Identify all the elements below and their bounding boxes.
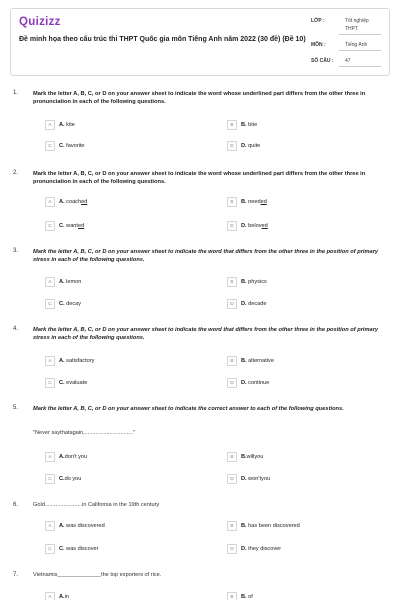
option-letter: C	[45, 544, 55, 554]
option-c[interactable]: C C. favorite	[45, 140, 85, 152]
question-5	[10, 405, 390, 490]
option-a[interactable]: A A.in	[45, 591, 69, 600]
option-letter: C	[45, 474, 55, 484]
option-letter: A	[45, 452, 55, 462]
quizizz-logo[interactable]: Quizizz	[19, 16, 61, 28]
class-label: LỚP :	[311, 18, 325, 24]
option-letter: D	[227, 141, 237, 151]
option-letter: C	[45, 378, 55, 388]
option-letter: C	[45, 299, 55, 309]
question-7	[10, 572, 390, 600]
option-letter: C	[45, 221, 55, 231]
option-d[interactable]: D D. decade	[227, 298, 267, 310]
option-letter: B	[227, 452, 237, 462]
option-letter: A	[45, 277, 55, 287]
option-letter: D	[227, 378, 237, 388]
question-number: 2.	[13, 170, 19, 176]
option-d[interactable]: D D. beloved	[227, 220, 268, 232]
option-c[interactable]: C C. evaluate	[45, 377, 87, 389]
option-b[interactable]: B B. physics	[227, 276, 267, 288]
option-letter: D	[227, 544, 237, 554]
question-text: Mark the letter A, B, C, or D on your answer sheet to indicate the correct answer to each of the following questions.	[33, 406, 344, 412]
option-letter: D	[227, 221, 237, 231]
question-text: Mark the letter A, B, C, or D on your answer sheet to indicate the word that differs from the other three in the position of primary stress in each of the following questions.	[33, 327, 379, 341]
question-6	[10, 502, 390, 562]
option-c[interactable]: C C. decay	[45, 298, 81, 310]
option-b[interactable]: B B. of	[227, 591, 253, 600]
worksheet-header	[10, 8, 390, 76]
option-letter: B	[227, 356, 237, 366]
question-2	[10, 170, 390, 240]
option-a[interactable]: A A. was discovered	[45, 520, 105, 532]
option-d[interactable]: D D. continue	[227, 377, 269, 389]
option-a[interactable]: A A. kite	[45, 119, 75, 131]
option-c[interactable]: C C. wanted	[45, 220, 84, 232]
option-b[interactable]: B B. bite	[227, 119, 257, 131]
option-letter: B	[227, 120, 237, 130]
option-letter: C	[45, 141, 55, 151]
question-text: Mark the letter A, B, C, or D on your answer sheet to indicate the word whose underlined part differs from the other three in pronunciation in each of the following questions.	[33, 171, 366, 185]
class-value-2: THPT	[345, 26, 359, 32]
question-prompt: "Never saythatagain,..............................."	[33, 430, 135, 436]
option-letter: B	[227, 592, 237, 600]
option-letter: A	[45, 120, 55, 130]
option-b[interactable]: B B. needed	[227, 196, 267, 208]
option-a[interactable]: A A. lemon	[45, 276, 81, 288]
option-letter: B	[227, 277, 237, 287]
subject-value: Tiếng Anh	[345, 42, 368, 48]
question-text: Gold........................in California in the 19th century	[33, 502, 160, 508]
question-number: 4.	[13, 326, 19, 332]
option-c[interactable]: C C.do you	[45, 473, 81, 485]
option-d[interactable]: D D. won'tyou	[227, 473, 270, 485]
option-letter: A	[45, 197, 55, 207]
option-a[interactable]: A A. coached	[45, 196, 87, 208]
question-4	[10, 326, 390, 396]
option-d[interactable]: D D. quite	[227, 140, 260, 152]
subject-underline	[339, 50, 381, 51]
option-b[interactable]: B B.willyou	[227, 451, 263, 463]
count-value: 47	[345, 58, 351, 64]
count-underline	[339, 66, 381, 67]
class-underline	[339, 34, 381, 35]
option-b[interactable]: B B. alternative	[227, 355, 274, 367]
question-1	[10, 90, 390, 160]
class-value-1: Tốt nghiệp	[345, 18, 369, 24]
question-text: Mark the letter A, B, C, or D on your answer sheet to indicate the word whose underlined part differs from the other three in pronunciation in each of the following questions.	[33, 91, 366, 105]
question-number: 7.	[13, 572, 19, 578]
question-text: Vietnamis______________the top exporters of rice.	[33, 572, 162, 578]
option-letter: B	[227, 521, 237, 531]
question-number: 3.	[13, 248, 19, 254]
option-a[interactable]: A A.don't you	[45, 451, 87, 463]
option-b[interactable]: B B. has been discovered	[227, 520, 300, 532]
option-letter: A	[45, 356, 55, 366]
option-letter: A	[45, 521, 55, 531]
question-3	[10, 248, 390, 318]
count-label: SỐ CÂU :	[311, 58, 334, 64]
subject-label: MÔN :	[311, 42, 326, 48]
question-number: 1.	[13, 90, 19, 96]
question-number: 6.	[13, 502, 19, 508]
option-letter: D	[227, 299, 237, 309]
option-c[interactable]: C C. was discover	[45, 543, 99, 555]
option-letter: A	[45, 592, 55, 600]
option-d[interactable]: D D. they discover	[227, 543, 281, 555]
option-letter: D	[227, 474, 237, 484]
option-letter: B	[227, 197, 237, 207]
option-a[interactable]: A A. satisfactory	[45, 355, 94, 367]
question-text: Mark the letter A, B, C, or D on your answer sheet to indicate the word that differs from the other three in the position of primary stress in each of the following questions.	[33, 249, 379, 263]
question-number: 5.	[13, 405, 19, 411]
document-title: Đề minh họa theo cấu trúc thi THPT Quốc gia môn Tiếng Anh năm 2022 (30 đề) (Đề 10)	[19, 36, 306, 43]
